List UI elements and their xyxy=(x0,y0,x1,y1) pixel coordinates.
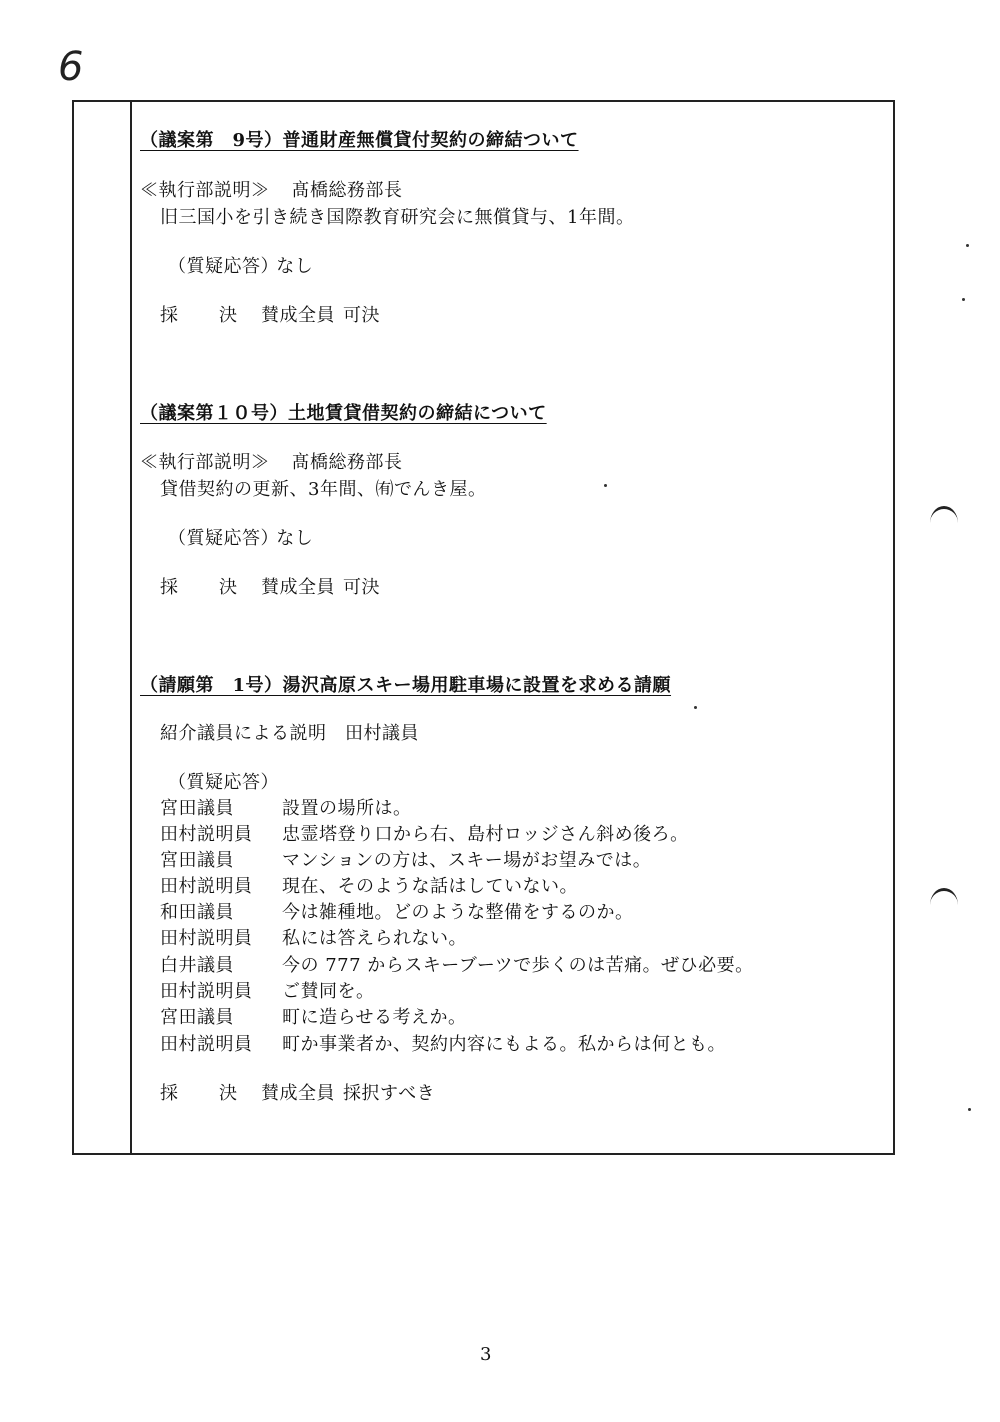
dialogue-speaker: 宮田議員 xyxy=(160,850,234,871)
dialogue-speaker: 田村説明員 xyxy=(160,824,253,845)
dialogue-line xyxy=(160,981,375,1003)
dialogue-speaker: 宮田議員 xyxy=(160,1007,234,1028)
section-1-vote xyxy=(160,305,380,327)
section-2-heading: （議案第１０号）土地賃貸借契約の締結について xyxy=(140,403,547,424)
dialogue-speaker: 田村説明員 xyxy=(160,1034,253,1055)
explainer-name: 髙橋総務部長 xyxy=(291,452,403,473)
dialogue-text: 私には答えられない。 xyxy=(282,928,467,949)
scan-speck xyxy=(968,1108,971,1111)
section-1-qa xyxy=(168,256,313,278)
vote-word-1: 採 xyxy=(160,1083,179,1104)
dialogue-text: 町か事業者か、契約内容にもよる。私からは何とも。 xyxy=(282,1034,726,1055)
section-3-qa-label: （質疑応答） xyxy=(168,772,279,793)
explainer-name: 髙橋総務部長 xyxy=(291,180,403,201)
vote-word-1: 採 xyxy=(160,577,179,598)
scan-speck xyxy=(694,706,697,709)
dialogue-text: マンションの方は、スキー場がお望みでは。 xyxy=(282,850,652,871)
section-1-explainer xyxy=(140,180,403,202)
vote-tally: 賛成全員 xyxy=(261,1083,335,1104)
dialogue-line xyxy=(160,798,412,820)
punch-hole-mark xyxy=(930,506,958,523)
dialogue-text: 現在、そのような話はしていない。 xyxy=(282,876,578,897)
dialogue-speaker: 田村説明員 xyxy=(160,876,253,897)
dialogue-line xyxy=(160,876,578,898)
section-1-heading: （議案第 9号）普通財産無償貸付契約の締結ついて xyxy=(140,130,579,151)
dialogue-line xyxy=(160,902,634,924)
dialogue-line xyxy=(160,955,754,977)
vote-result: 採択すべき xyxy=(343,1083,436,1104)
qa-result: なし xyxy=(276,528,314,549)
vote-tally: 賛成全員 xyxy=(261,577,335,598)
vote-word-2: 決 xyxy=(219,305,238,326)
scan-speck xyxy=(962,298,965,301)
qa-label: （質疑応答） xyxy=(168,528,279,549)
section-2-explainer xyxy=(140,452,403,474)
margin-divider xyxy=(130,102,132,1153)
dialogue-speaker: 田村説明員 xyxy=(160,981,253,1002)
dialogue-text: 忠霊塔登り口から右、島村ロッジさん斜め後ろ。 xyxy=(282,824,689,845)
dialogue-speaker: 和田議員 xyxy=(160,902,234,923)
handwritten-page-marker: 6 xyxy=(58,44,84,90)
vote-word-2: 決 xyxy=(219,1083,238,1104)
section-1-explanation: 旧三国小を引き続き国際教育研究会に無償貸与、1年間。 xyxy=(160,207,635,228)
dialogue-line xyxy=(160,928,467,950)
explainer-label: ≪執行部説明≫ xyxy=(140,452,270,473)
dialogue-text: 今の 777 からスキーブーツで歩くのは苦痛。ぜひ必要。 xyxy=(282,955,754,976)
explainer-label: ≪執行部説明≫ xyxy=(140,180,270,201)
page-number: 3 xyxy=(480,1344,492,1365)
vote-result: 可決 xyxy=(343,577,380,598)
dialogue-line xyxy=(160,850,651,872)
dialogue-text: 今は雑種地。どのような整備をするのか。 xyxy=(282,902,634,923)
section-3-intro: 紹介議員による説明 田村議員 xyxy=(160,723,419,744)
punch-hole-mark xyxy=(930,888,958,905)
dialogue-text: ご賛同を。 xyxy=(282,981,375,1002)
dialogue-speaker: 田村説明員 xyxy=(160,928,253,949)
vote-word-1: 採 xyxy=(160,305,179,326)
scan-speck xyxy=(966,244,969,247)
section-3-vote xyxy=(160,1083,435,1105)
dialogue-line xyxy=(160,1034,726,1056)
section-2-explanation: 貸借契約の更新、3年間、㈲でんき屋。 xyxy=(160,479,487,500)
vote-result: 可決 xyxy=(343,305,380,326)
dialogue-speaker: 宮田議員 xyxy=(160,798,234,819)
qa-label: （質疑応答） xyxy=(168,256,279,277)
dialogue-text: 設置の場所は。 xyxy=(282,798,412,819)
scan-speck xyxy=(604,484,607,487)
dialogue-speaker: 白井議員 xyxy=(160,955,234,976)
vote-word-2: 決 xyxy=(219,577,238,598)
dialogue-line xyxy=(160,1007,466,1029)
section-3-heading: （請願第 1号）湯沢高原スキー場用駐車場に設置を求める請願 xyxy=(140,675,672,696)
dialogue-text: 町に造らせる考えか。 xyxy=(282,1007,467,1028)
vote-tally: 賛成全員 xyxy=(261,305,335,326)
section-2-qa xyxy=(168,528,313,550)
qa-result: なし xyxy=(276,256,314,277)
section-2-vote xyxy=(160,577,380,599)
dialogue-line xyxy=(160,824,689,846)
